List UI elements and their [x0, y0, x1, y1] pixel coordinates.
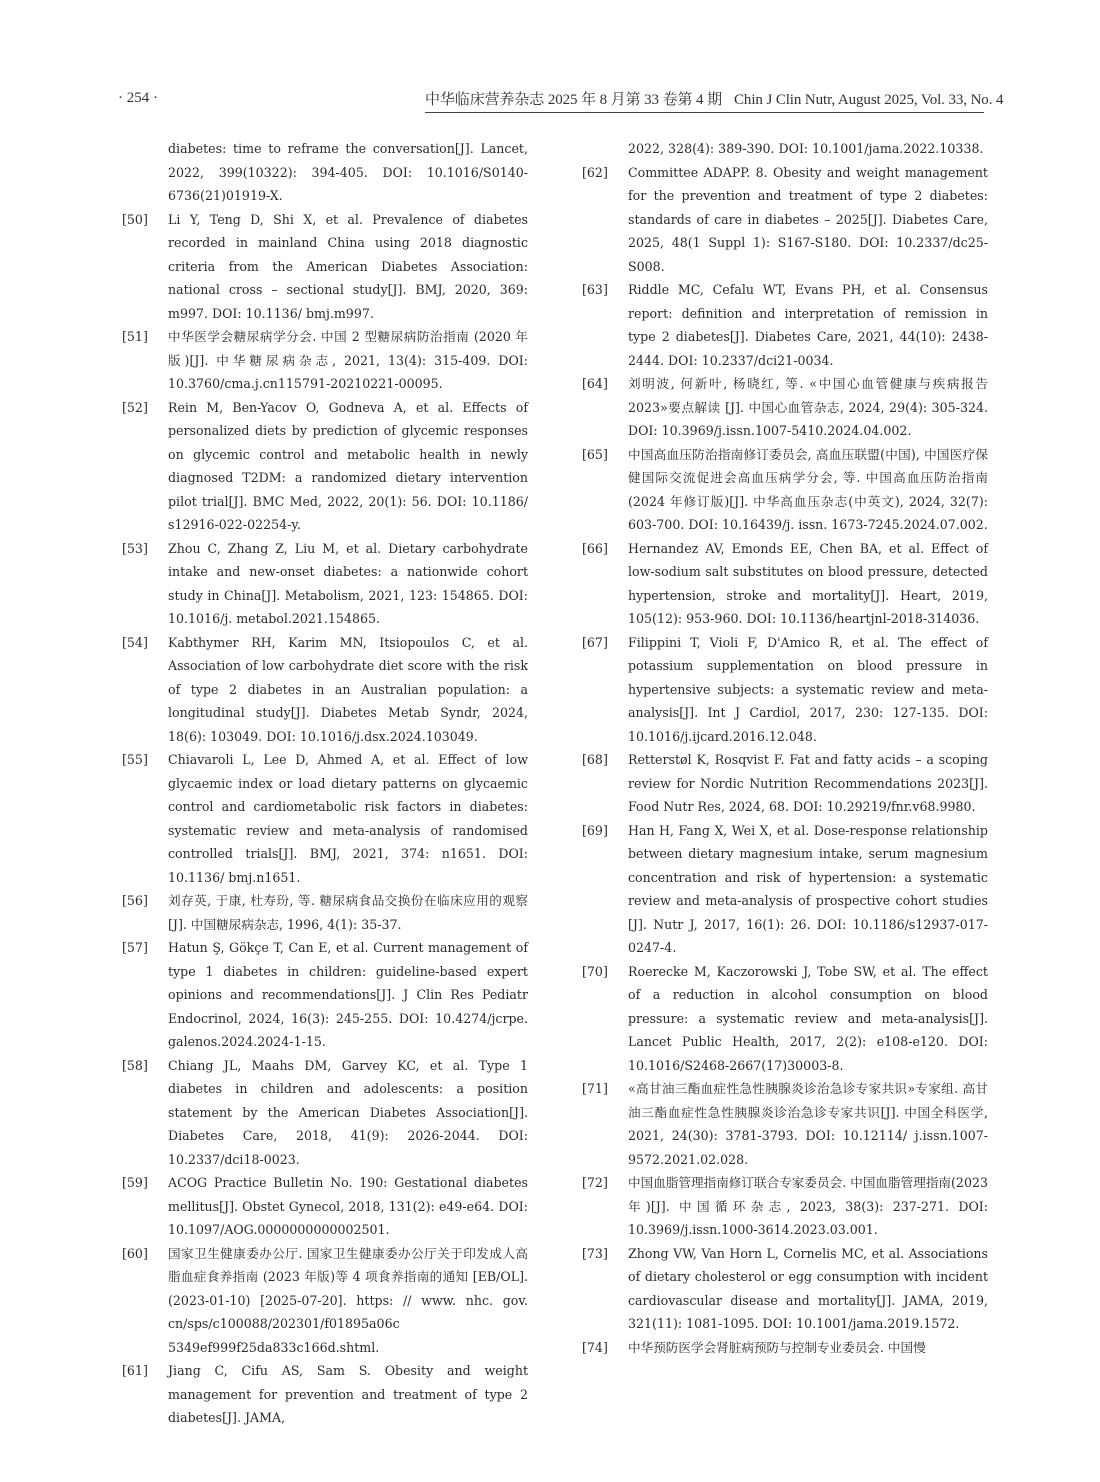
- reference-text: 刘明波, 何新叶, 杨晓红, 等. «中国心血管健康与疾病报告 2023»要点解读 [J]. 中国心血管杂志, 2024, 29(4): 305-324. DOI: 10.3969/j.issn.1007-5410.2024.04.002.: [628, 376, 988, 438]
- reference-number: [62]: [582, 164, 608, 180]
- running-head: [425, 88, 1004, 113]
- reference-number: [52]: [122, 399, 148, 415]
- reference-text: Hatun Ş, Gökçe T, Can E, et al. Current management of type 1 diabetes in children: guideline-based expert opinions and recommendations[J]. J Clin Res Pediatr Endocrinol, 2024, 16(3): 245-255. DOI: 10.4274/jcrpe. galenos.2024.2024-1-15.: [168, 940, 528, 1049]
- reference-item: [118, 325, 528, 396]
- reference-number: [72]: [582, 1175, 608, 1190]
- reference-number: [57]: [122, 940, 148, 955]
- reference-number: [59]: [122, 1175, 148, 1190]
- page-number: · 254 ·: [118, 90, 158, 106]
- reference-text: Rein M, Ben-Yacov O, Godneva A, et al. Effects of personalized diets by prediction of glycemic responses on glycemic control and metabolic health in newly diagnosed T2DM: a randomized dietary intervention pilot trial[J]. BMC Med, 2022, 20(1): 56. DOI: 10.1186/ s12916-022-02254-y.: [168, 399, 528, 532]
- reference-text: Retterstøl K, Rosqvist F. Fat and fatty acids – a scoping review for Nordic Nutrition Recommendations 2023[J]. Food Nutr Res, 2024, 68. DOI: 10.29219/fnr.v68.9980.: [628, 752, 988, 814]
- reference-text: Filippini T, Violi F, D'Amico R, et al. The effect of potassium supplementation on blood pressure in hypertensive subjects: a systematic review and meta-analysis[J]. Int J Cardiol, 2017, 230: 127-135. DOI: 10.1016/j.ijcard.2016.12.048.: [628, 634, 988, 744]
- reference-text: Zhong VW, Van Horn L, Cornelis MC, et al. Associations of dietary cholesterol or egg consumption with incident cardiovascular disease and mortality[J]. JAMA, 2019, 321(11): 1081-1095. DOI: 10.1001/jama.2019.1572.: [628, 1245, 988, 1331]
- reference-number: [74]: [582, 1339, 608, 1355]
- reference-number: [73]: [582, 1245, 608, 1261]
- reference-text: Riddle MC, Cefalu WT, Evans PH, et al. Consensus report: definition and interpretation of remission in type 2 diabetes[J]. Diabetes Care, 2021, 44(10): 2438-2444. DOI: 10.2337/dci21-0034.: [628, 282, 988, 368]
- reference-number: [69]: [582, 822, 608, 838]
- page-header: [0, 84, 1100, 114]
- reference-item: [118, 537, 528, 631]
- reference-continuation: diabetes: time to reframe the conversation[J]. Lancet, 2022, 399(10322): 394-405. DOI: 10.1016/S0140-6736(21)01919-X.: [168, 141, 528, 203]
- reference-number: [55]: [122, 752, 148, 767]
- reference-item: [118, 1359, 528, 1430]
- journal-title-en: Chin J Clin Nutr, August 2025, Vol. 33, No. 4: [734, 92, 1004, 108]
- reference-item: [118, 889, 528, 936]
- reference-number: [65]: [582, 446, 608, 462]
- reference-list-left: [118, 208, 528, 1430]
- reference-text: Jiang C, Cifu AS, Sam S. Obesity and weight management for prevention and treatment of type 2 diabetes[J]. JAMA,: [168, 1363, 528, 1425]
- reference-number: [70]: [582, 963, 608, 979]
- reference-number: [66]: [582, 540, 608, 556]
- reference-text: 国家卫生健康委办公厅. 国家卫生健康委办公厅关于印发成人高脂血症食养指南 (2023 年版)等 4 项食养指南的通知 [EB/OL]. (2023-01-10) [2025-07-20]. https: // www. nhc. gov. cn/sps/c100088/202301/f01895a06c 5349ef999f25da833c166d.shtml.: [168, 1245, 528, 1355]
- reference-continuation: 2022, 328(4): 389-390. DOI: 10.1001/jama.2022.10338.: [628, 141, 984, 156]
- reference-item: [118, 936, 528, 1054]
- reference-item: [118, 1171, 528, 1242]
- reference-number: [54]: [122, 634, 148, 650]
- reference-text: Han H, Fang X, Wei X, et al. Dose-response relationship between dietary magnesium intake, serum magnesium concentration and risk of hypertension: a systematic review and meta-analysis of prospective cohort studies [J]. Nutr J, 2017, 16(1): 26. DOI: 10.1186/s12937-017-0247-4.: [628, 822, 988, 955]
- reference-text: Zhou C, Zhang Z, Liu M, et al. Dietary carbohydrate intake and new-onset diabetes: a nationwide cohort study in China[J]. Metabolism, 2021, 123: 154865. DOI: 10.1016/j. metabol.2021.154865.: [168, 540, 528, 626]
- reference-item: [118, 396, 528, 537]
- reference-text: «高甘油三酯血症性急性胰腺炎诊治急诊专家共识»专家组. 高甘油三酯血症性急性胰腺炎诊治急诊专家共识[J]. 中国全科医学, 2021, 24(30): 3781-3793. DOI: 10.12114/ j.issn.1007-9572.2021.02.028.: [628, 1081, 988, 1167]
- reference-list-right: [578, 161, 988, 1360]
- reference-number: [67]: [582, 634, 608, 650]
- reference-text: 中国血脂管理指南修订联合专家委员会. 中国血脂管理指南(2023 年)[J]. 中国循环杂志, 2023, 38(3): 237-271. DOI: 10.3969/j.issn.1000-3614.2023.03.001.: [628, 1175, 988, 1237]
- journal-title-cn: 中华临床营养杂志 2025 年 8 月第 33 卷第 4 期: [425, 92, 723, 108]
- reference-number: [53]: [122, 540, 148, 556]
- reference-item: [578, 1077, 988, 1171]
- reference-number: [61]: [122, 1363, 148, 1378]
- reference-text: 中国高血压防治指南修订委员会, 高血压联盟(中国), 中国医疗保健国际交流促进会高血压病学分会, 等. 中国高血压防治指南(2024 年修订版)[J]. 中华高血压杂志(中英文), 2024, 32(7): 603-700. DOI: 10.16439/j. issn. 1673-7245.2024.07.002.: [628, 446, 988, 532]
- reference-item: [578, 819, 988, 960]
- reference-number: [64]: [582, 376, 608, 391]
- reference-text: 中华医学会糖尿病学分会. 中国 2 型糖尿病防治指南 (2020 年版)[J]. 中华糖尿病杂志, 2021, 13(4): 315-409. DOI: 10.3760/cma.j.cn115791-20210221-00095.: [168, 329, 528, 391]
- reference-text: Hernandez AV, Emonds EE, Chen BA, et al. Effect of low-sodium salt substitutes on blood pressure, detected hypertension, stroke and mortality[J]. Heart, 2019, 105(12): 953-960. DOI: 10.1136/heartjnl-2018-314036.: [628, 540, 988, 626]
- reference-item: [578, 278, 988, 372]
- reference-item: [118, 1054, 528, 1172]
- reference-text: Committee ADAPP. 8. Obesity and weight management for the prevention and treatment of type 2 diabetes: standards of care in diabetes – 2025[J]. Diabetes Care, 2025, 48(1 Suppl 1): S167-S180. DOI: 10.2337/dc25-S008.: [628, 164, 988, 274]
- reference-item: [118, 748, 528, 889]
- reference-column-left: [118, 137, 528, 1430]
- reference-item: [578, 748, 988, 819]
- reference-item: [578, 960, 988, 1078]
- reference-column-right: [578, 137, 988, 1359]
- reference-number: [50]: [122, 211, 148, 227]
- reference-item: [578, 372, 988, 443]
- reference-text: Chiang JL, Maahs DM, Garvey KC, et al. Type 1 diabetes in children and adolescents: a position statement by the American Diabetes Association[J]. Diabetes Care, 2018, 41(9): 2026-2044. DOI: 10.2337/dci18-0023.: [168, 1057, 528, 1167]
- reference-text: Li Y, Teng D, Shi X, et al. Prevalence of diabetes recorded in mainland China using 2018 diagnostic criteria from the American Diabetes Association: national cross – sectional study[J]. BMJ, 2020, 369: m997. DOI: 10.1136/ bmj.m997.: [168, 211, 528, 321]
- reference-item: [578, 1336, 988, 1360]
- reference-text: Kabthymer RH, Karim MN, Itsiopoulos C, et al. Association of low carbohydrate diet score with the risk of type 2 diabetes in an Australian population: a longitudinal study[J]. Diabetes Metab Syndr, 2024, 18(6): 103049. DOI: 10.1016/j.dsx.2024.103049.: [168, 634, 528, 744]
- reference-number: [51]: [122, 329, 148, 344]
- reference-item: [118, 631, 528, 749]
- reference-number: [60]: [122, 1245, 148, 1261]
- reference-text: Roerecke M, Kaczorowski J, Tobe SW, et al. The effect of a reduction in alcohol consumption on blood pressure: a systematic review and meta-analysis[J]. Lancet Public Health, 2017, 2(2): e108-e120. DOI: 10.1016/S2468-2667(17)30003-8.: [628, 963, 988, 1073]
- reference-text: Chiavaroli L, Lee D, Ahmed A, et al. Effect of low glycaemic index or load dietary patterns on glycaemic control and cardiometabolic risk factors in diabetes: systematic review and meta-analysis of randomised controlled trials[J]. BMJ, 2021, 374: n1651. DOI: 10.1136/ bmj.n1651.: [168, 752, 528, 885]
- reference-item: [578, 537, 988, 631]
- reference-text: 中华预防医学会肾脏病预防与控制专业委员会. 中国慢: [628, 1339, 926, 1355]
- reference-number: [56]: [122, 893, 148, 908]
- reference-item: [578, 443, 988, 537]
- reference-item: [578, 161, 988, 279]
- reference-item: [118, 208, 528, 326]
- reference-number: [68]: [582, 752, 608, 767]
- reference-number: [63]: [582, 282, 608, 297]
- reference-text: 刘存英, 于康, 杜寿玢, 等. 糖尿病食品交换份在临床应用的观察[J]. 中国糖尿病杂志, 1996, 4(1): 35-37.: [168, 893, 528, 932]
- reference-number: [71]: [582, 1081, 608, 1096]
- reference-item: [578, 1171, 988, 1242]
- reference-number: [58]: [122, 1057, 148, 1073]
- reference-item: [578, 1242, 988, 1336]
- reference-text: ACOG Practice Bulletin No. 190: Gestational diabetes mellitus[J]. Obstet Gynecol, 2018, 131(2): e49-e64. DOI: 10.1097/AOG.0000000000002501.: [168, 1175, 528, 1237]
- reference-item: [578, 631, 988, 749]
- reference-item: [118, 1242, 528, 1360]
